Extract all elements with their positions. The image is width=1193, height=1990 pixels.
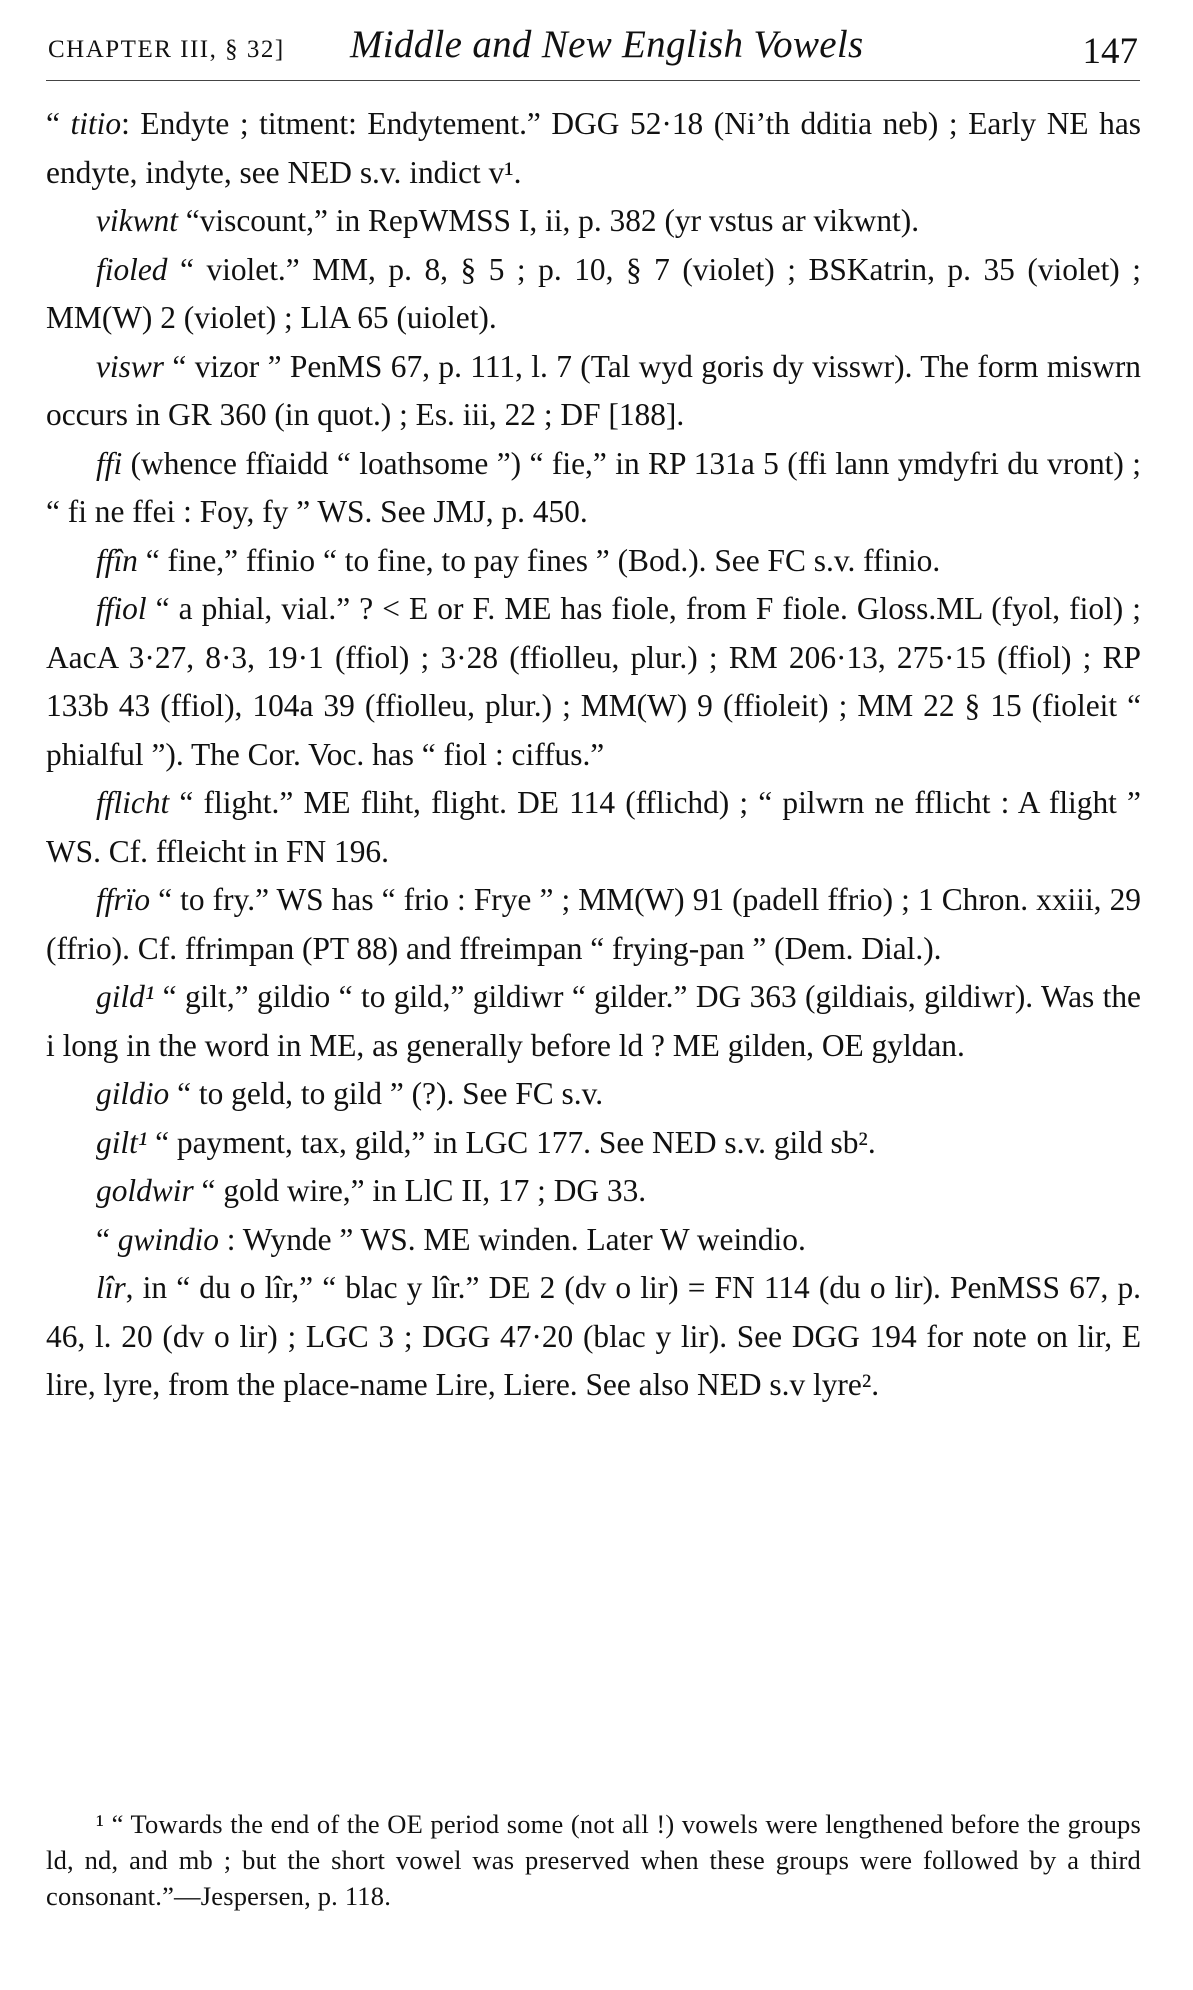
entry: lîr, in “ du o lîr,” “ blac y lîr.” DE 2 (dv o lir) = FN 114 (du o lir). PenMSS 67, p. 46, l. 20 (dv o lir) ; LGC 3 ; DGG 47·20 (blac y lir). See DGG 194 for note on lir, E lire, lyre, from the place-name Lire, Liere. See also NED s.v lyre².: [46, 1270, 1141, 1402]
entry: goldwir “ gold wire,” in LlC II, 17 ; DG 33.: [96, 1173, 647, 1208]
headword: lîr: [96, 1270, 126, 1305]
headword: goldwir: [96, 1173, 194, 1208]
entry: vikwnt “viscount,” in RepWMSS I, ii, p. 382 (yr vstus ar vikwnt).: [96, 203, 920, 238]
headword: titio: [70, 106, 122, 141]
headword: ffiol: [96, 591, 147, 626]
entry: ffrïo “ to fry.” WS has “ frio : Frye ” ; MM(W) 91 (padell ffrio) ; 1 Chron. xxiii, 29 (ffrio). Cf. ffrimpan (PT 88) and ffreimpan “ frying-pan ” (Dem. Dial.).: [46, 882, 1141, 966]
chapter-reference: CHAPTER III, § 32]: [48, 36, 285, 63]
headword: gild¹: [96, 979, 155, 1014]
entry: gildio “ to geld, to gild ” (?). See FC s.v.: [96, 1076, 604, 1111]
headword: gilt¹: [96, 1124, 148, 1160]
headword: ffi: [96, 445, 123, 481]
headword: viswr: [96, 348, 165, 384]
entry: ffi (whence ffïaidd “ loathsome ”) “ fie,” in RP 131a 5 (ffi lann ymdyfri du vront) ; “ fi ne ffei : Foy, fy ” WS. See JMJ, p. 450.: [46, 445, 1141, 529]
headword: vikwnt: [96, 203, 178, 238]
entry: viswr “ vizor ” PenMS 67, p. 111, l. 7 (Tal wyd goris dy visswr). The form miswrn occurs in GR 360 (in quot.) ; Es. iii, 22 ; DF [188].: [46, 348, 1141, 432]
header-rule: [46, 80, 1140, 81]
running-header: [48, 18, 1138, 80]
footnote: ¹ “ Towards the end of the OE period some (not all !) vowels were lengthened before the groups ld, nd, and mb ; but the short vowel was preserved when these groups were followed by a third consonant.”—Jespersen, p. 118.: [46, 1809, 1141, 1911]
page-number: 147: [1082, 31, 1138, 72]
running-title: Middle and New English Vowels: [350, 23, 864, 66]
entry: “ titio: Endyte ; titment: Endytement.” DGG 52·18 (Ni’th dditia neb) ; Early NE has endyte, indyte, see NED s.v. indict v¹.: [46, 106, 1142, 190]
headword: fioled: [96, 251, 168, 287]
headword: fflicht: [96, 785, 170, 820]
entry: “ gwindio : Wynde ” WS. ME winden. Later W weindio.: [96, 1221, 806, 1257]
headword: gildio: [96, 1076, 170, 1111]
entry: gild¹ “ gilt,” gildio “ to gild,” gildiwr “ gilder.” DG 363 (gildiais, gildiwr). Was the i long in the word in ME, as generally before ld ? ME gilden, OE gyldan.: [46, 979, 1141, 1063]
entry: fflicht “ flight.” ME fliht, flight. DE 114 (fflichd) ; “ pilwrn ne fflicht : A flight ” WS. Cf. ffleicht in FN 196.: [46, 785, 1141, 869]
body-text: [46, 100, 1141, 1410]
entry: gilt¹ “ payment, tax, gild,” in LGC 177. See NED s.v. gild sb².: [96, 1124, 876, 1160]
headword: ffrïo: [96, 882, 151, 917]
headword: ffîn: [96, 542, 138, 578]
entry: fioled “ violet.” MM, p. 8, § 5 ; p. 10, § 7 (violet) ; BSKatrin, p. 35 (violet) ; MM(W) 2 (violet) ; LlA 65 (uiolet).: [46, 251, 1141, 335]
headword: gwindio: [117, 1221, 219, 1257]
entry: ffiol “ a phial, vial.” ? < E or F. ME has fiole, from F fiole. Gloss.ML (fyol, fiol) ; AacA 3·27, 8·3, 19·1 (ffiol) ; 3·28 (ffiolleu, plur.) ; RM 206·13, 275·15 (ffiol) ; RP 133b 43 (ffiol), 104a 39 (ffiolleu, plur.) ; MM(W) 9 (ffioleit) ; MM 22 § 15 (fioleit “ phialful ”). The Cor. Voc. has “ fiol : ciffus.”: [46, 591, 1141, 772]
entry: ffîn “ fine,” ffinio “ to fine, to pay fines ” (Bod.). See FC s.v. ffinio.: [96, 542, 941, 578]
